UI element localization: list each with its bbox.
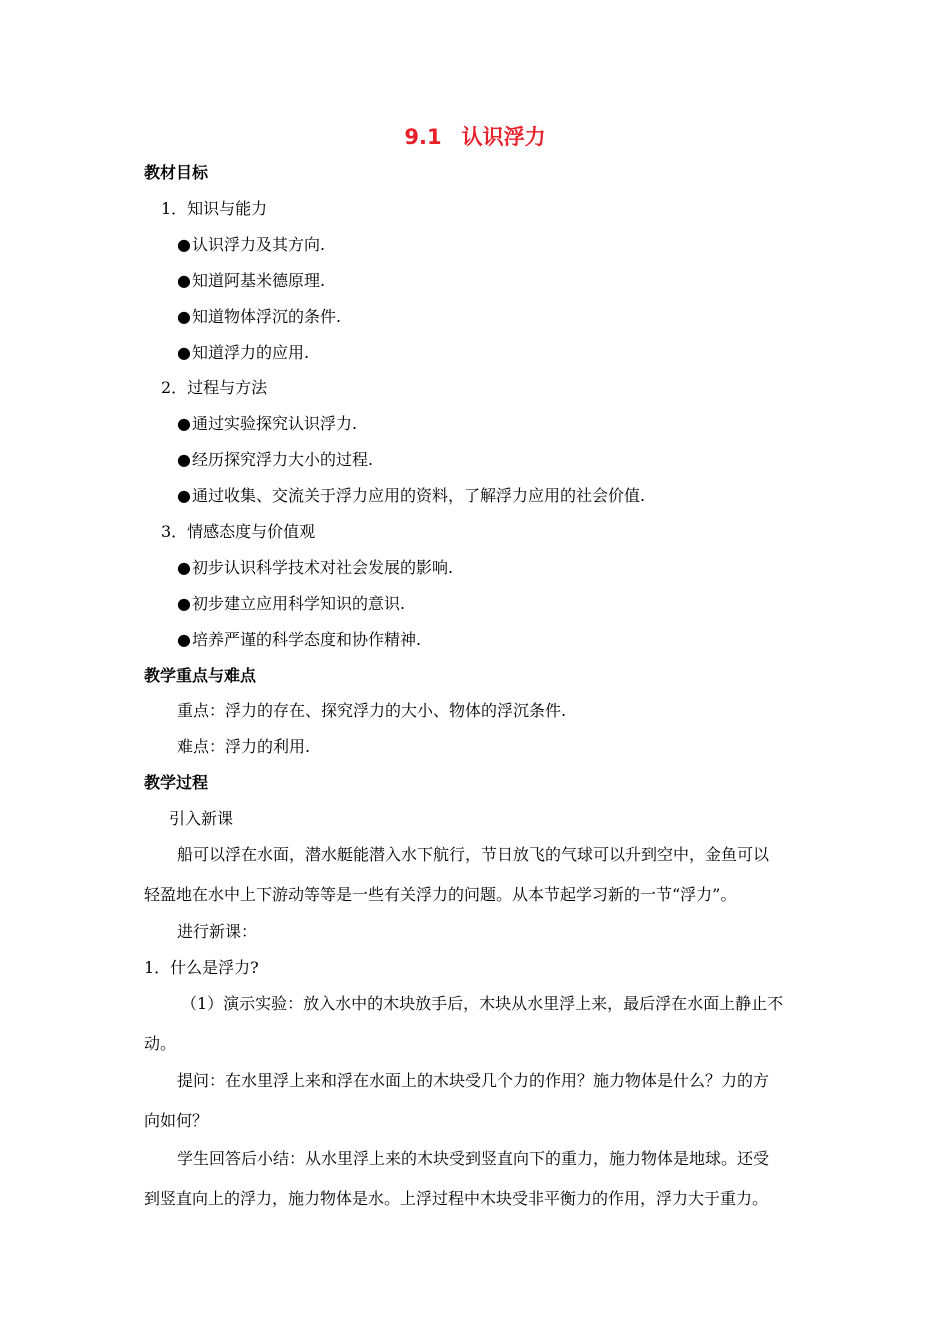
knowledge-item: ●知道浮力的应用. (177, 343, 310, 362)
attitude-item: ●初步建立应用科学知识的意识. (177, 594, 406, 613)
intro-paragraph-line: 轻盈地在水中上下游动等等是一些有关浮力的问题。从本节起学习新的一节“浮力”。 (144, 885, 737, 904)
page-title (0, 124, 950, 150)
knowledge-label: 1．知识与能力 (161, 199, 268, 218)
process-label: 2．过程与方法 (161, 378, 268, 397)
process-item: ●经历探究浮力大小的过程. (177, 450, 374, 469)
knowledge-item: ●知道阿基米德原理. (177, 271, 326, 290)
attitude-label: 3．情感态度与价值观 (161, 522, 316, 541)
question-paragraph-line: 向如何？ (144, 1111, 209, 1130)
process-item: ●通过收集、交流关于浮力应用的资料，了解浮力应用的社会价值. (177, 486, 646, 505)
attitude-item: ●初步认识科学技术对社会发展的影响. (177, 558, 454, 577)
section-number: 9.1 (404, 125, 442, 149)
new-lesson-label: 进行新课： (177, 922, 258, 941)
question-1-label: 1．什么是浮力? (144, 958, 259, 977)
keypoints-heading: 教学重点与难点 (144, 666, 257, 685)
intro-paragraph-line: 船可以浮在水面，潜水艇能潜入水下航行，节日放飞的气球可以升到空中，金鱼可以 (177, 845, 770, 864)
knowledge-item: ●认识浮力及其方向. (177, 235, 326, 254)
attitude-item: ●培养严谨的科学态度和协作精神. (177, 630, 422, 649)
objectives-heading: 教材目标 (144, 163, 209, 182)
demo-paragraph-line: 动。 (144, 1034, 177, 1053)
intro-label: 引入新课 (169, 809, 234, 828)
process-heading: 教学过程 (144, 773, 209, 792)
question-paragraph-line: 提问：在水里浮上来和浮在水面上的木块受几个力的作用？施力物体是什么？力的方 (177, 1071, 770, 1090)
process-item: ●通过实验探究认识浮力. (177, 414, 358, 433)
summary-paragraph-line: 学生回答后小结：从水里浮上来的木块受到竖直向下的重力，施力物体是地球。还受 (177, 1149, 770, 1168)
knowledge-item: ●知道物体浮沉的条件. (177, 307, 342, 326)
title-text: 认识浮力 (461, 125, 546, 149)
demo-paragraph-line: （1）演示实验：放入水中的木块放手后，木块从水里浮上来，最后浮在水面上静止不 (181, 994, 784, 1013)
key-point: 重点：浮力的存在、探究浮力的大小、物体的浮沉条件. (177, 701, 567, 720)
summary-paragraph-line: 到竖直向上的浮力，施力物体是水。上浮过程中木块受非平衡力的作用，浮力大于重力。 (144, 1189, 769, 1208)
difficult-point: 难点：浮力的利用. (177, 737, 311, 756)
